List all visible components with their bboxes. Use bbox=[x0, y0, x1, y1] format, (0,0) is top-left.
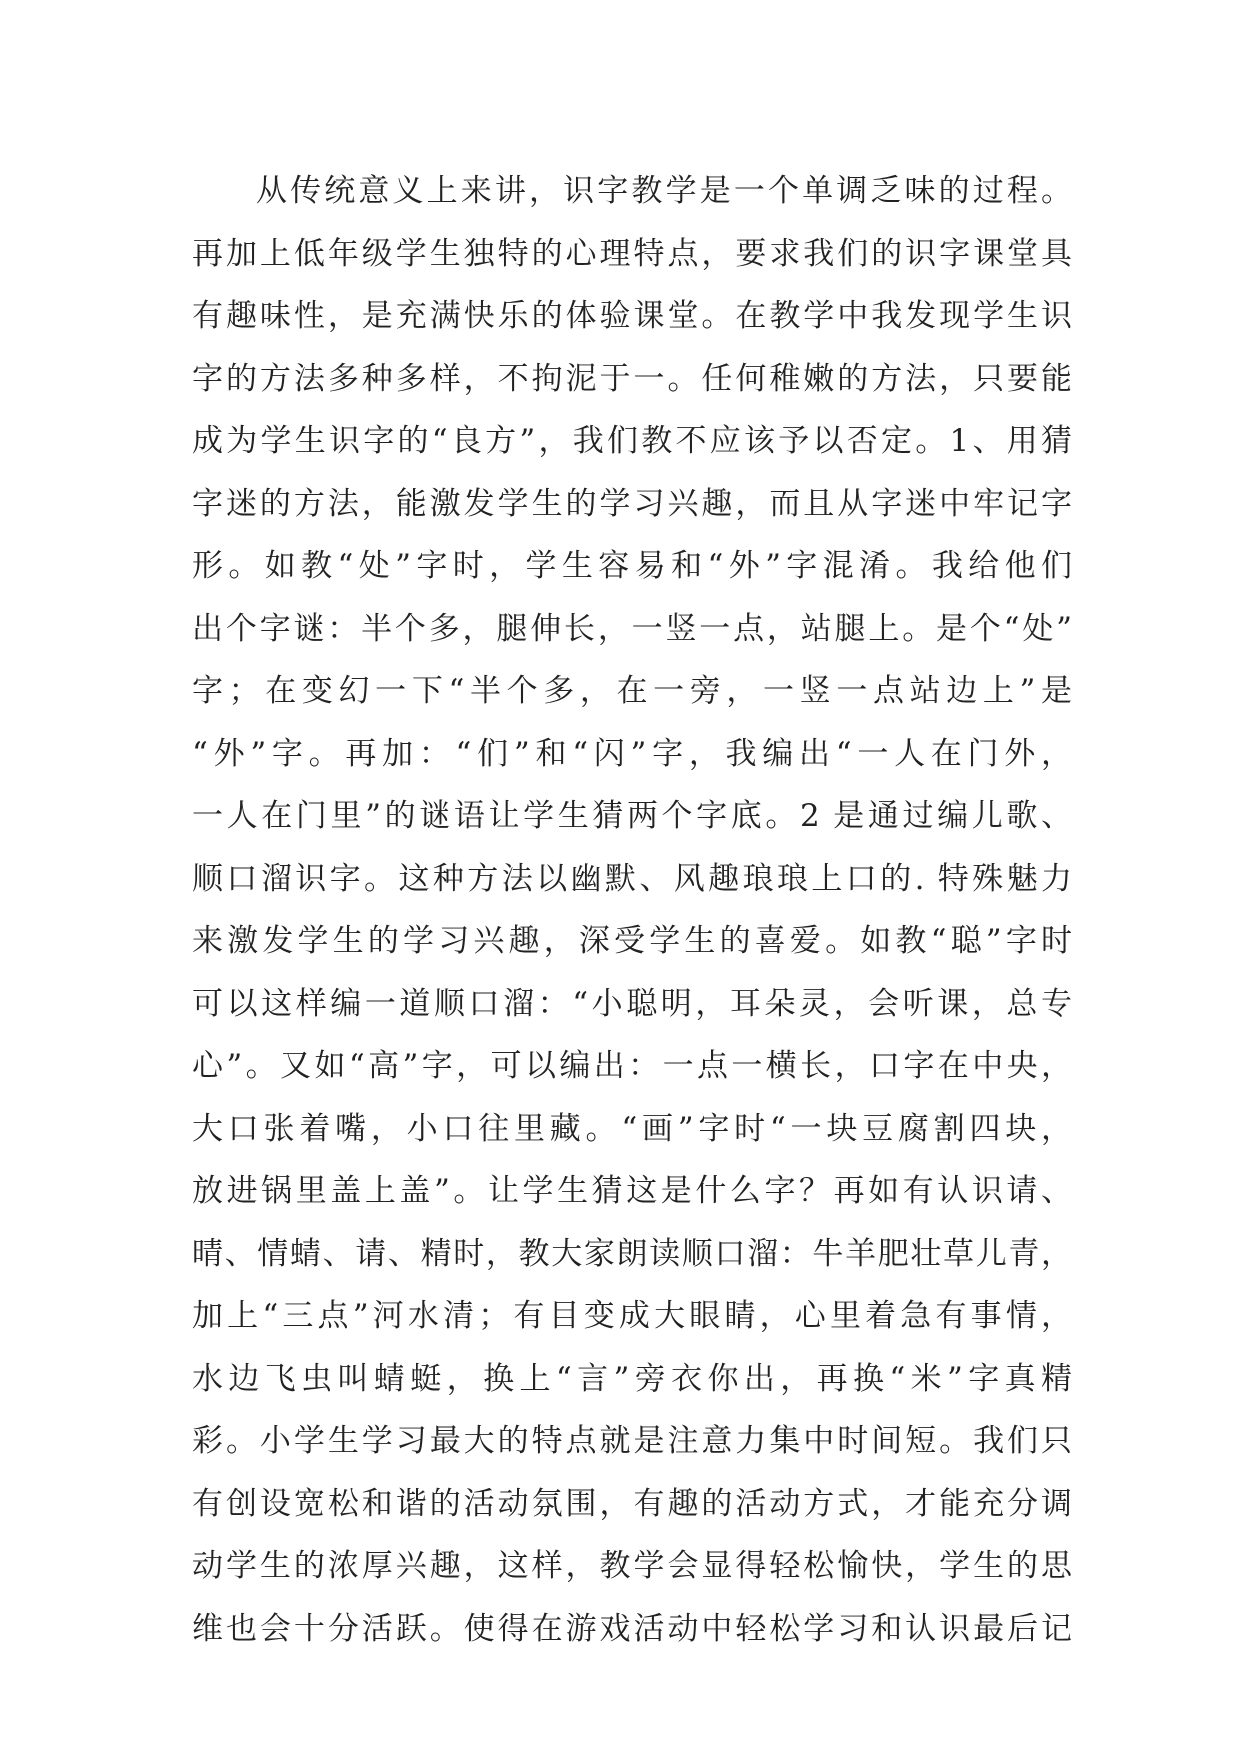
text-line: “外”字。再加：“们”和“闪”字，我编出“一人在门外， bbox=[192, 735, 1072, 772]
text-line: 加上“三点”河水清；有目变成大眼睛，心里着急有事情， bbox=[192, 1298, 1072, 1334]
text-line: 再加上低年级学生独特的心理特点，要求我们的识字课堂具 bbox=[192, 235, 1072, 272]
text-line: 字的方法多种多样，不拘泥于一。任何稚嫩的方法，只要能 bbox=[192, 360, 1072, 397]
text-line: 出个字谜：半个多，腿伸长，一竖一点，站腿上。是个“处” bbox=[192, 610, 1072, 647]
text-line: 字迷的方法，能激发学生的学习兴趣，而且从字迷中牢记字 bbox=[192, 485, 1072, 522]
text-line: 放进锅里盖上盖”。让学生猜这是什么字？再如有认识请、 bbox=[192, 1173, 1072, 1209]
body-paragraph bbox=[192, 160, 1072, 1660]
text-line: 心”。又如“高”字，可以编出：一点一横长，口字在中央， bbox=[192, 1048, 1072, 1084]
text-line: 来激发学生的学习兴趣，深受学生的喜爱。如教“聪”字时 bbox=[192, 923, 1072, 959]
text-line: 彩。小学生学习最大的特点就是注意力集中时间短。我们只 bbox=[192, 1423, 1072, 1459]
text-line: 动学生的浓厚兴趣，这样，教学会显得轻松愉快，学生的思 bbox=[192, 1548, 1072, 1584]
text-line: 维也会十分活跃。使得在游戏活动中轻松学习和认识最后记 bbox=[192, 1610, 1072, 1647]
text-line: 可以这样编一道顺口溜：“小聪明，耳朵灵，会听课，总专 bbox=[192, 985, 1072, 1022]
text-line: 成为学生识字的“良方”，我们教不应该予以否定。1、用猜 bbox=[192, 423, 1072, 459]
text-line: 有创设宽松和谐的活动氛围，有趣的活动方式，才能充分调 bbox=[192, 1485, 1072, 1522]
text-line: 字；在变幻一下“半个多，在一旁，一竖一点站边上”是 bbox=[192, 673, 1072, 709]
text-line: 形。如教“处”字时，学生容易和“外”字混淆。我给他们 bbox=[192, 548, 1072, 584]
text-line: 顺口溜识字。这种方法以幽默、风趣琅琅上口的. 特殊魅力 bbox=[192, 860, 1072, 897]
text-line: 一人在门里”的谜语让学生猜两个字底。2 是通过编儿歌、 bbox=[192, 798, 1072, 834]
text-line: 晴、情蜻、请、精时，教大家朗读顺口溜：牛羊肥壮草儿青， bbox=[192, 1235, 1072, 1272]
text-line: 有趣味性，是充满快乐的体验课堂。在教学中我发现学生识 bbox=[192, 298, 1072, 334]
text-line: 从传统意义上来讲，识字教学是一个单调乏味的过程。 bbox=[256, 173, 1072, 209]
text-line: 大口张着嘴，小口往里藏。“画”字时“一块豆腐割四块， bbox=[192, 1110, 1072, 1147]
text-line: 水边飞虫叫蜻蜓，换上“言”旁衣你出，再换“米”字真精 bbox=[192, 1360, 1072, 1397]
